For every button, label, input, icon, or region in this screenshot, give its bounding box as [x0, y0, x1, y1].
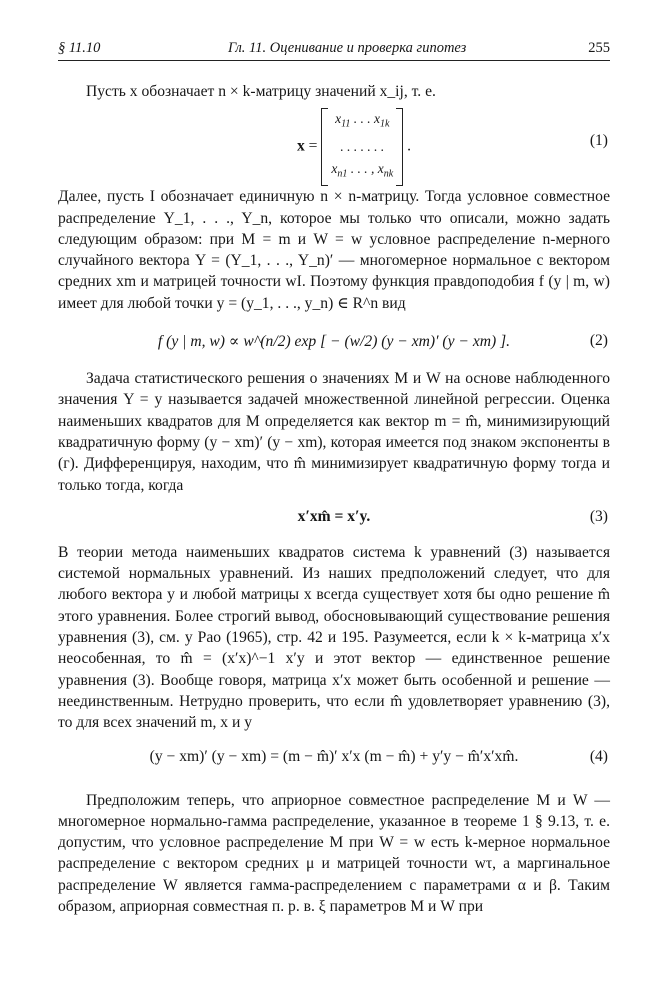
- equation-3-number: (3): [589, 507, 608, 525]
- paragraph-2: Далее, пусть I обозначает единичную n × n-матрицу. Тогда условное совместное распределение Y_1, . . ., Y_n, которое мы только что описали, можно задать следующим образом: при M = m и W = w условное распределение n-мерного случайного вектора Y = (Y_1, . . ., Y_n)′ — многомерное нормальное с вектором средних xm и матрицей точности wI. Поэтому функция правдоподобия f (y | m, w) имеет для любой точки y = (y_1, . . ., y_n) ∈ R^n вид: [58, 188, 610, 312]
- equation-4-number: (4): [589, 747, 608, 765]
- equation-1: [58, 108, 610, 180]
- paragraph-1: Пусть x обозначает n × k-матрицу значений x_ij, т. е.: [86, 83, 436, 100]
- equation-4: [58, 734, 610, 778]
- paragraph-5: Предположим теперь, что априорное совместное распределение M и W — многомерное нормально-гамма распределение, указанное в теореме 1 § 9.13, т. е. допустим, что условное распределение M при W = w есть k-мерное нормальное распределение с вектором средних μ и матрицей точности wτ, а маргинальное распределение W является гамма-распределением с параметрами α и β. Таким образом, априорная совместная п. р. в. ξ параметров M и W при: [58, 791, 610, 916]
- equation-1-number: (1): [589, 132, 608, 150]
- equation-2-body: f (y | m, w) ∝ w^(n/2) exp [ − (w/2) (y − xm)′ (y − xm) ].: [157, 333, 511, 351]
- equation-3: [58, 496, 610, 536]
- paragraph-4: В теории метода наименьших квадратов система k уравнений (3) называется системой нормальных уравнений. Из наших предположений следует, что для любого вектора y и любой матрицы x всегда существует хотя бы одно решение m̂ этого уравнения. Более строгий вывод, обосновывающий существование решения уравнения (3), см. у Рао (1965), стр. 42 и 195. Разумеется, если k × k-матрица x′x неособенная, то m̂ = (x′x)^−1 x′y и этот вектор — единственное решение уравнения (3). Вообще говоря, матрица x′x может быть особенной и решение — неединственным. Нетрудно проверить, что если m̂ удовлетворяет уравнению (3), то для всех значений m, x и y: [58, 543, 610, 732]
- running-header: [58, 38, 610, 61]
- equation-4-body: (y − xm)′ (y − xm) = (m − m̂)′ x′x (m − m̂) + y′y − m̂′x′xm̂.: [149, 747, 519, 765]
- equation-2-number: (2): [589, 332, 608, 350]
- matrix-x: $x_{11}$ . . . $x_{1k}$ . . . . . . . $x_{n1}$ . . . , $x_{nk}$: [321, 108, 403, 185]
- equation-2: [58, 322, 610, 366]
- header-chapter-title: Гл. 11. Оценивание и проверка гипотез: [228, 40, 467, 56]
- header-section: § 11.10: [58, 40, 101, 56]
- header-page-number: 255: [588, 40, 610, 56]
- equation-1-body: x = $x_{11}$ . . . $x_{1k}$ . . . . . . . $x_{n1}$ . . . , $x_{nk}$ .: [297, 108, 411, 185]
- paragraph-3: Задача статистического решения о значениях M и W на основе наблюденного значения Y = y называется задачей множественной линейной регрессии. Оценка наименьших квадратов для M определяется как вектор m = m̂, минимизирующий квадратичную форму (y − xm)′ (y − xm), которая имеется под знаком экспоненты в (г). Дифференцируя, находим, что m̂ минимизирует квадратичную форму тогда и только тогда, когда: [58, 370, 610, 494]
- equation-3-body: x′xm̂ = x′y.: [297, 507, 371, 525]
